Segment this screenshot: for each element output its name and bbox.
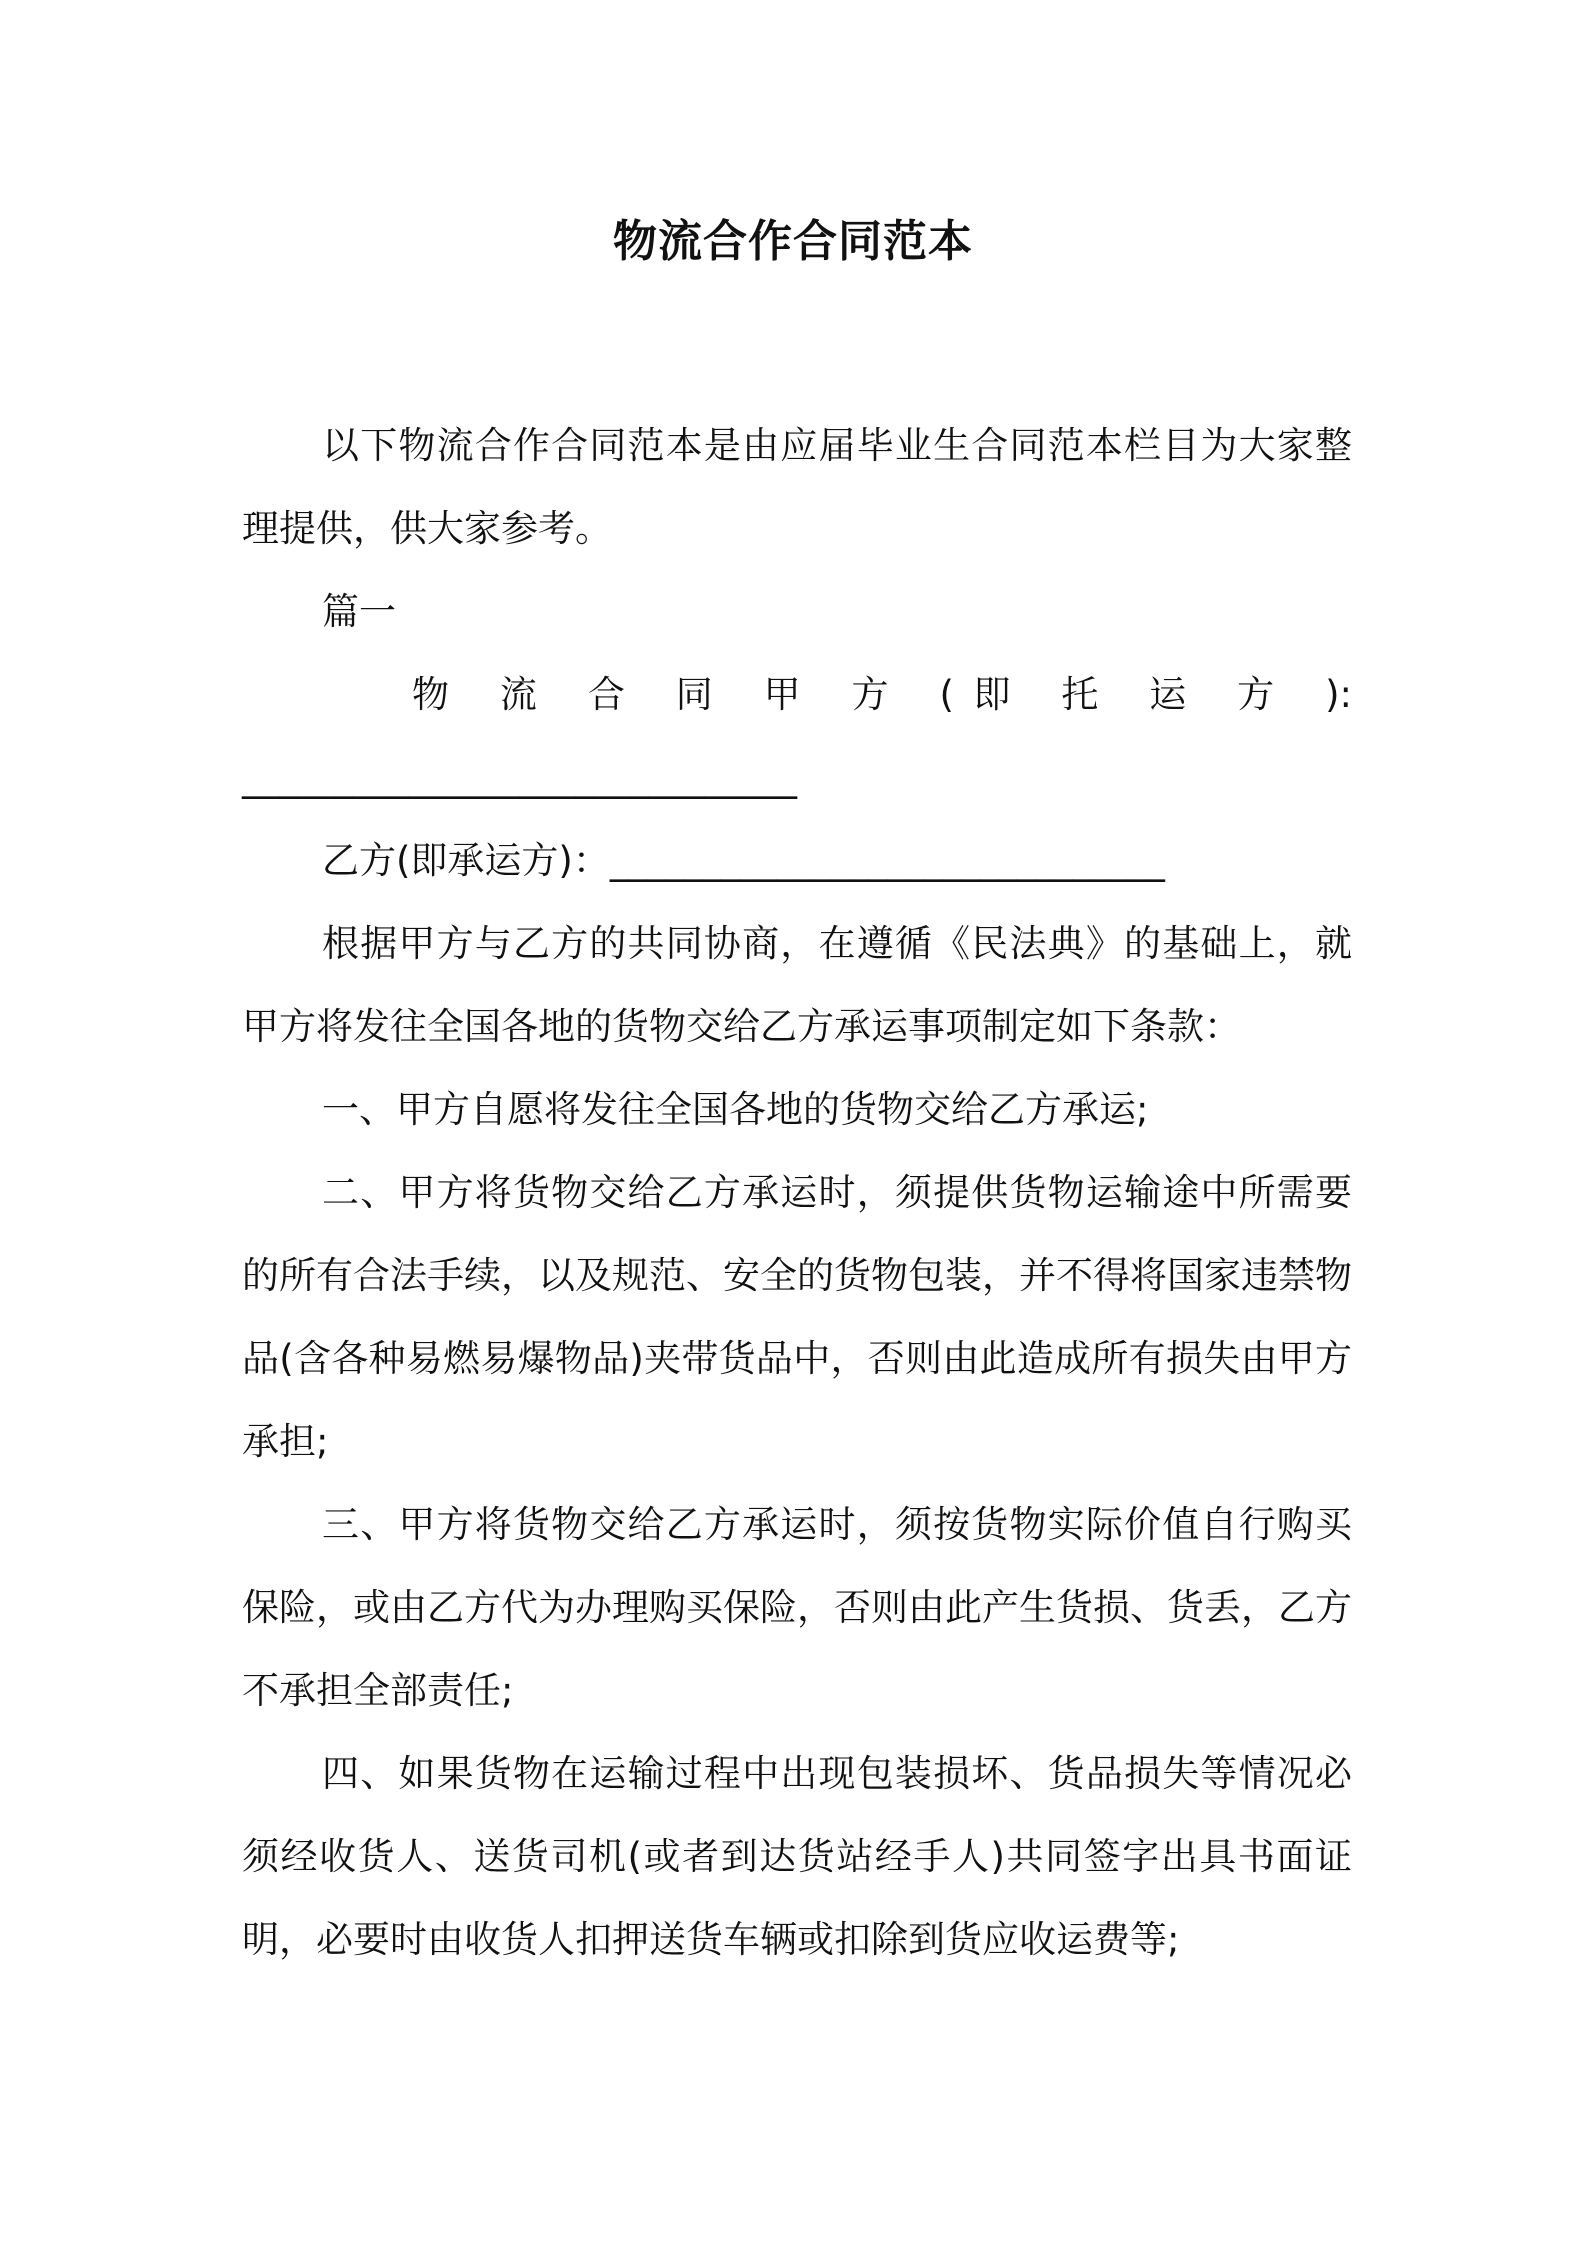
clause-3: 三、甲方将货物交给乙方承运时，须按货物实际价值自行购买保险，或由乙方代为办理购买保险，否则由此产生货损、货丢，乙方不承担全部责任; bbox=[242, 1503, 1352, 1712]
preamble-paragraph: 根据甲方与乙方的共同协商，在遵循《民法典》的基础上，就甲方将发往全国各地的货物交给乙方承运事项制定如下条款： bbox=[242, 922, 1352, 1048]
section-heading: 篇一 bbox=[322, 590, 396, 633]
document-title: 物流合作合同范本 bbox=[613, 216, 973, 267]
clause-4: 四、如果货物在运输过程中出现包装损坏、货品损失等情况必须经收货人、送货司机(或者到达货站经手人)共同签字出具书面证明，必要时由收货人扣押送货车辆或扣除到货应收运费等; bbox=[242, 1752, 1352, 1961]
party-a-label: 物 流 合 同 甲 方 (即 托 运 方 ): bbox=[412, 673, 1352, 716]
party-a-blank: ______________________________ bbox=[242, 756, 797, 799]
clause-1: 一、甲方自愿将发往全国各地的货物交给乙方承运; bbox=[322, 1088, 1149, 1131]
clause-2: 二、甲方将货物交给乙方承运时，须提供货物运输途中所需要的所有合法手续，以及规范、安全的货物包装，并不得将国家违禁物品(含各种易燃易爆物品)夹带货品中，否则由此造成所有损失由甲方承担; bbox=[242, 1171, 1352, 1463]
document-body bbox=[242, 404, 1352, 1981]
party-b-line: 乙方(即承运方)：______________________________ bbox=[322, 839, 1165, 882]
intro-paragraph: 以下物流合作合同范本是由应届毕业生合同范本栏目为大家整理提供，供大家参考。 bbox=[242, 424, 1352, 550]
